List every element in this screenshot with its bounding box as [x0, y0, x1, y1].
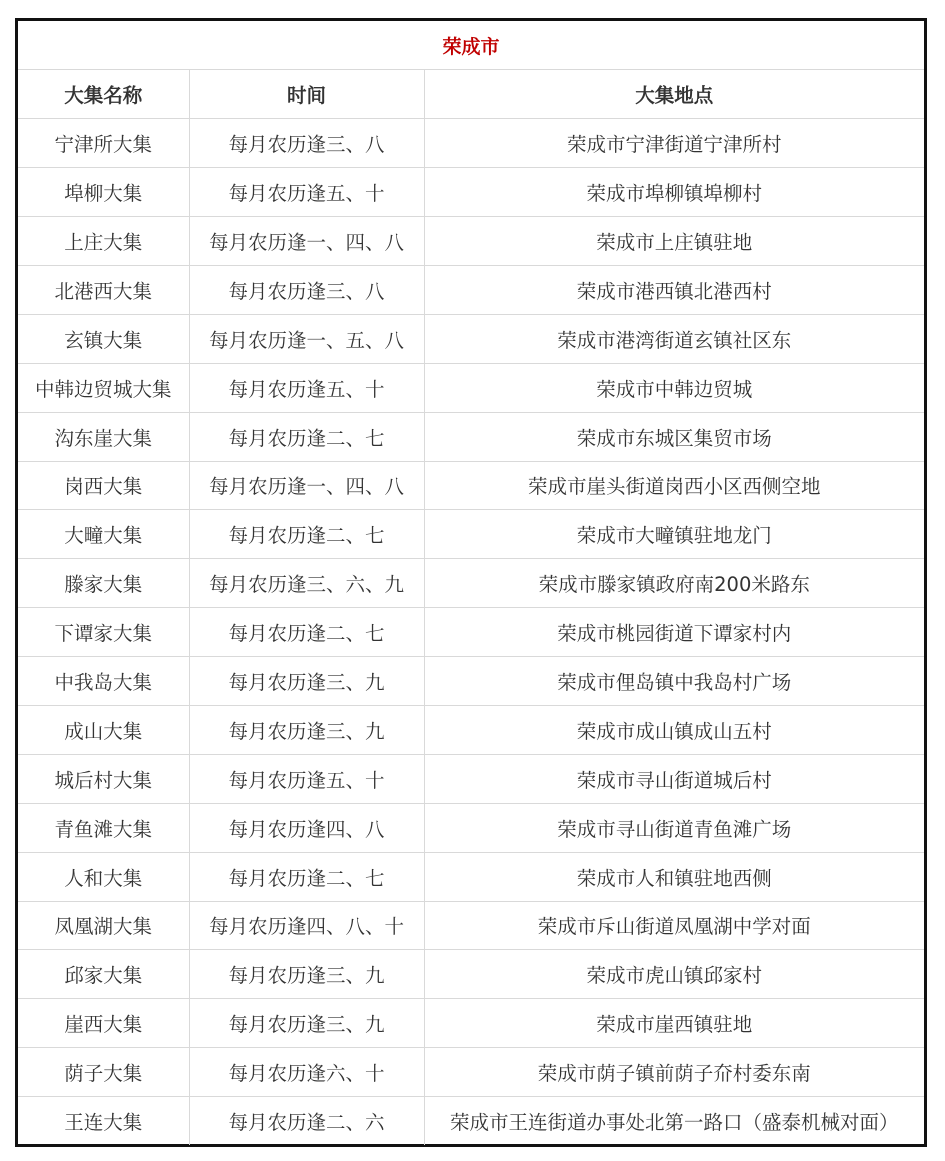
location-cell: 荣成市人和镇驻地西侧: [424, 852, 924, 901]
market-name-cell: 玄镇大集: [18, 314, 189, 363]
table-row: [18, 559, 924, 608]
time-cell: 每月农历逢四、八、十: [189, 901, 424, 950]
time-cell: 每月农历逢三、八: [189, 119, 424, 168]
location-cell: 荣成市成山镇成山五村: [424, 705, 924, 754]
time-cell: 每月农历逢二、七: [189, 852, 424, 901]
time-cell: 每月农历逢二、六: [189, 1097, 424, 1146]
market-name-cell: 中我岛大集: [18, 657, 189, 706]
table-row: [18, 168, 924, 217]
market-name-cell: 成山大集: [18, 705, 189, 754]
location-cell: 荣成市东城区集贸市场: [424, 412, 924, 461]
time-cell: 每月农历逢一、四、八: [189, 461, 424, 510]
market-name-cell: 上庄大集: [18, 217, 189, 266]
location-cell: 荣成市斥山街道凤凰湖中学对面: [424, 901, 924, 950]
time-cell: 每月农历逢三、九: [189, 950, 424, 999]
table-title: 荣成市: [18, 21, 924, 70]
table-row: [18, 1097, 924, 1146]
market-name-cell: 荫子大集: [18, 1048, 189, 1097]
time-cell: 每月农历逢三、九: [189, 705, 424, 754]
location-cell: 荣成市崖西镇驻地: [424, 999, 924, 1048]
location-cell: 荣成市荫子镇前荫子夼村委东南: [424, 1048, 924, 1097]
time-cell: 每月农历逢三、六、九: [189, 559, 424, 608]
table-row: [18, 363, 924, 412]
table-row: [18, 217, 924, 266]
location-cell: 荣成市宁津街道宁津所村: [424, 119, 924, 168]
table-row: [18, 803, 924, 852]
market-name-cell: 城后村大集: [18, 754, 189, 803]
title-row: [18, 21, 924, 70]
table-body: [18, 119, 924, 1146]
header-row: [18, 70, 924, 119]
market-name-cell: 人和大集: [18, 852, 189, 901]
market-name-cell: 中韩边贸城大集: [18, 363, 189, 412]
table-frame: [15, 18, 927, 1147]
table-row: [18, 461, 924, 510]
market-name-cell: 凤凰湖大集: [18, 901, 189, 950]
time-cell: 每月农历逢三、九: [189, 657, 424, 706]
location-cell: 荣成市虎山镇邱家村: [424, 950, 924, 999]
location-cell: 荣成市滕家镇政府南200米路东: [424, 559, 924, 608]
time-cell: 每月农历逢五、十: [189, 754, 424, 803]
table-row: [18, 314, 924, 363]
location-cell: 荣成市港湾街道玄镇社区东: [424, 314, 924, 363]
time-cell: 每月农历逢三、八: [189, 265, 424, 314]
table-row: [18, 412, 924, 461]
time-cell: 每月农历逢二、七: [189, 412, 424, 461]
table-row: [18, 705, 924, 754]
market-name-cell: 大疃大集: [18, 510, 189, 559]
table-row: [18, 510, 924, 559]
table-row: [18, 1048, 924, 1097]
location-cell: 荣成市上庄镇驻地: [424, 217, 924, 266]
market-name-cell: 岗西大集: [18, 461, 189, 510]
location-cell: 荣成市寻山街道城后村: [424, 754, 924, 803]
time-cell: 每月农历逢二、七: [189, 510, 424, 559]
time-cell: 每月农历逢一、四、八: [189, 217, 424, 266]
location-cell: 荣成市崖头街道岗西小区西侧空地: [424, 461, 924, 510]
header-time: 时间: [189, 70, 424, 119]
market-name-cell: 滕家大集: [18, 559, 189, 608]
market-name-cell: 宁津所大集: [18, 119, 189, 168]
location-cell: 荣成市港西镇北港西村: [424, 265, 924, 314]
time-cell: 每月农历逢一、五、八: [189, 314, 424, 363]
location-cell: 荣成市埠柳镇埠柳村: [424, 168, 924, 217]
location-cell: 荣成市大疃镇驻地龙门: [424, 510, 924, 559]
table-row: [18, 754, 924, 803]
market-name-cell: 埠柳大集: [18, 168, 189, 217]
table-row: [18, 608, 924, 657]
time-cell: 每月农历逢六、十: [189, 1048, 424, 1097]
table-row: [18, 119, 924, 168]
time-cell: 每月农历逢四、八: [189, 803, 424, 852]
market-name-cell: 下谭家大集: [18, 608, 189, 657]
location-cell: 荣成市寻山街道青鱼滩广场: [424, 803, 924, 852]
market-name-cell: 北港西大集: [18, 265, 189, 314]
time-cell: 每月农历逢三、九: [189, 999, 424, 1048]
table-row: [18, 852, 924, 901]
time-cell: 每月农历逢五、十: [189, 363, 424, 412]
table-row: [18, 657, 924, 706]
market-name-cell: 邱家大集: [18, 950, 189, 999]
table-row: [18, 265, 924, 314]
market-name-cell: 沟东崖大集: [18, 412, 189, 461]
time-cell: 每月农历逢二、七: [189, 608, 424, 657]
header-market-name: 大集名称: [18, 70, 189, 119]
table-row: [18, 901, 924, 950]
location-cell: 荣成市俚岛镇中我岛村广场: [424, 657, 924, 706]
market-name-cell: 青鱼滩大集: [18, 803, 189, 852]
market-table: [18, 21, 924, 1145]
market-name-cell: 崖西大集: [18, 999, 189, 1048]
market-name-cell: 王连大集: [18, 1097, 189, 1146]
location-cell: 荣成市桃园街道下谭家村内: [424, 608, 924, 657]
location-cell: 荣成市王连街道办事处北第一路口（盛泰机械对面）: [424, 1097, 924, 1146]
header-location: 大集地点: [424, 70, 924, 119]
time-cell: 每月农历逢五、十: [189, 168, 424, 217]
location-cell: 荣成市中韩边贸城: [424, 363, 924, 412]
table-row: [18, 999, 924, 1048]
table-row: [18, 950, 924, 999]
